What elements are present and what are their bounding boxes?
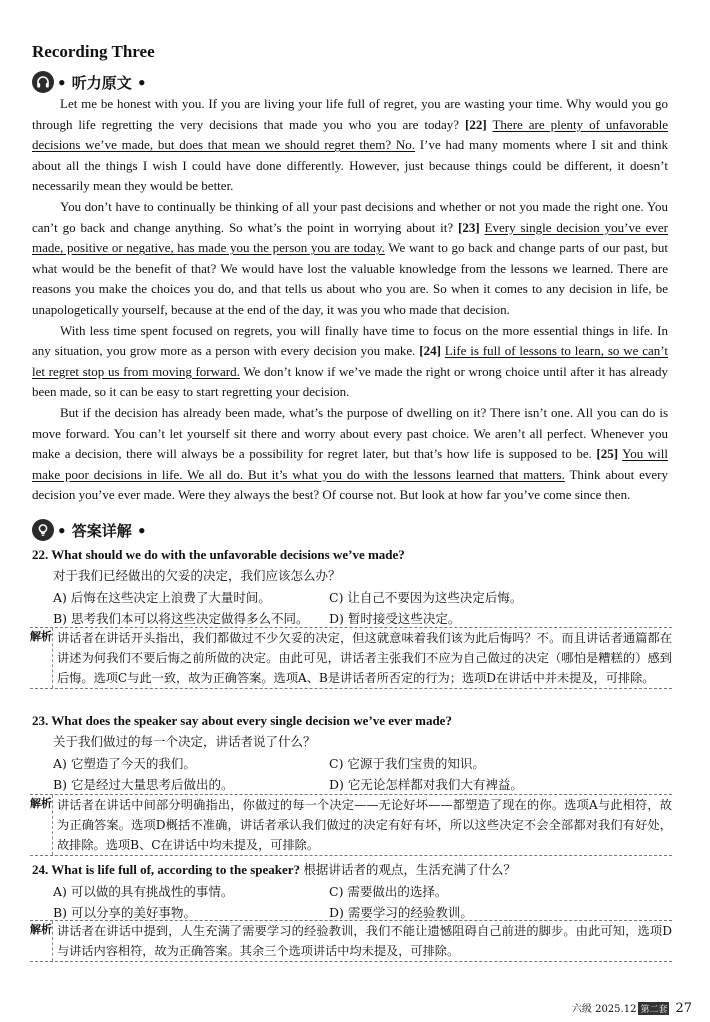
explanation-23 xyxy=(30,794,672,856)
question-title: 23. What does the speaker say about every single decision we’ve ever made? xyxy=(32,713,452,728)
answer-options xyxy=(32,754,672,793)
answers-section-header xyxy=(32,518,147,542)
explanation-text: 讲话者在讲话中提到，人生充满了需要学习的经验教训，我们不能让遗憾阻碍自己前进的脚步。由此可知，选项D与讲话内容相符，故为正确答案。其余三个选项讲话中均未提及，可排除。 xyxy=(52,921,672,961)
headphones-icon xyxy=(32,71,54,93)
answer-options xyxy=(32,588,672,627)
volume-badge: 第二套 xyxy=(638,1002,669,1015)
question-translation: 关于我们做过的每一个决定，讲话者说了什么？ xyxy=(53,734,316,749)
answer-sentence: You will make poor decisions in life. We all do. But it’s what you do with the lessons learned that matters. xyxy=(32,446,669,482)
answer-options xyxy=(32,882,672,921)
answer-marker: [23] xyxy=(457,219,480,235)
option-b: B) 可以分享的美好事物。 xyxy=(53,905,197,920)
transcript-paragraph: But if the decision has already been made, what’s the purpose of dwelling on it? There isn’t one. All you can do is move forward. You can’t let yourself sit there and worry about every past choice. We aren’t all perfect. Whenever you make a decision, there will always be a possibility for regret later, but that’s how life is supposed to be. [25] You will make poor decisions in life. We all do. But it’s what you do with the lessons learned that matters. Think about every decision you’ve ever made. Were they always the best? Of course not. But look at how far you’ve come since then. xyxy=(32,404,669,503)
question-23 xyxy=(32,713,672,793)
answer-sentence: There are plenty of unfavorable decisions we’ve made, but does that mean we should regret them? No. xyxy=(32,116,669,153)
answer-marker: [25] xyxy=(596,446,619,462)
page-number: 27 xyxy=(675,1001,692,1016)
answer-marker: [24] xyxy=(419,343,441,359)
issue-label: 六级 2025.12 xyxy=(571,1004,637,1015)
option-b: B) 思考我们本可以将这些决定做得多么不同。 xyxy=(53,611,309,626)
option-a: A) 它塑造了今天的我们。 xyxy=(53,756,196,771)
explanation-label: 解析 xyxy=(30,797,52,810)
option-d: D) 需要学习的经验教训。 xyxy=(329,905,473,920)
option-b: B) 它是经过大量思考后做出的。 xyxy=(53,777,234,792)
option-c: C) 它源于我们宝贵的知识。 xyxy=(329,756,485,771)
explanation-label: 解析 xyxy=(30,630,52,643)
question-24 xyxy=(32,860,672,921)
explanation-text: 讲话者在讲话中间部分明确指出，你做过的每一个决定——无论好坏——都塑造了现在的你。选项A与此相符，故为正确答案。选项D概括不准确，讲话者承认我们做过的决定有好有坏，所以这些决定不会全部都对我们有好处，故排除。选项B、C在讲话中均未提及，可排除。 xyxy=(52,795,672,855)
question-title-line xyxy=(32,860,672,878)
transcript-paragraph: Let me be honest with you. If you are living your life full of regret, you are wasting your time. Why would you go through life regretting the very decisions that made you who you are today? [22] There are plenty of unfavorable decisions we’ve made, but does that mean we should regret them? No. I’ve had many moments where I sit and think about all the things I wish I could have done differently. However, just because things could be different, it doesn’t necessarily mean they would be better. xyxy=(32,96,669,194)
explanation-22 xyxy=(30,627,672,689)
question-title: 24. What is life full of, according to the speaker? xyxy=(32,862,301,877)
question-22 xyxy=(32,547,672,627)
transcript-paragraph: You don’t have to continually be thinking of all your past decisions and whether or not you made the right one. You can’t go back and change anything. So what’s the point in worrying about it? [23] Every single decision you’ve ever made, positive or negative, has made you the person you are today. We want to go back and change parts of our past, but what would be the benefit of that? We would have lost the valuable knowledge from the lessons we learned. There are reasons you make the choices you do, and that tells us about who you are. So when it comes to any decision in life, be unapologetically yourself, because at the end of the day, it was you who made that decision. xyxy=(32,198,668,317)
answer-marker: [22] xyxy=(465,116,487,132)
explanation-label: 解析 xyxy=(30,923,52,936)
transcript-text xyxy=(32,94,668,506)
lightbulb-icon xyxy=(32,519,54,541)
question-translation: 对于我们已经做出的欠妥的决定，我们应该怎么办？ xyxy=(53,568,341,583)
transcript-paragraph: With less time spent focused on regrets, you will finally have time to focus on the more essential things in life. In any situation, you grow more as a person with every decision you make. [24] Life is full of lessons to learn, so we can’t let regret stop us from moving forward. We don’t know if we’ve made the right or wrong choice until after it has already been made, so it can be easy to start regretting your decision. xyxy=(32,322,669,400)
option-d: D) 它无论怎样都对我们大有裨益。 xyxy=(329,777,523,792)
transcript-section-header xyxy=(32,70,147,94)
option-a: A) 可以做的具有挑战性的事情。 xyxy=(53,884,234,899)
option-c: C) 让自己不要因为这些决定后悔。 xyxy=(329,590,523,605)
page-footer xyxy=(572,1000,692,1016)
option-d: D) 暂时接受这些决定。 xyxy=(329,611,461,626)
option-a: A) 后悔在这些决定上浪费了大量时间。 xyxy=(53,590,271,605)
recording-title: Recording Three xyxy=(32,42,155,61)
explanation-text: 讲话者在讲话开头指出，我们都做过不少欠妥的决定，但这就意味着我们该为此后悔吗？不。而且讲话者通篇都在讲述为何我们不要后悔之前所做的决定。由此可见，讲话者主张我们不应为自己做过的决定（哪怕是糟糕的）感到后悔。选项C与此一致，故为正确答案。选项A、B是讲话者所否定的行为；选项D在讲话中并未提及，可排除。 xyxy=(52,628,672,688)
question-translation: 根据讲话者的观点，生活充满了什么？ xyxy=(303,862,516,877)
transcript-section-label: • 听力原文 • xyxy=(57,73,147,92)
answer-sentence: Every single decision you’ve ever made, positive or negative, has made you the person you are today. xyxy=(32,219,668,256)
answer-sentence: Life is full of lessons to learn, so we can’t let regret stop us from moving forward. xyxy=(32,343,669,379)
answers-section-label: • 答案详解 • xyxy=(57,521,147,540)
option-c: C) 需要做出的选择。 xyxy=(329,884,448,899)
explanation-24 xyxy=(30,920,672,962)
question-title: 22. What should we do with the unfavorable decisions we’ve made? xyxy=(32,547,405,562)
